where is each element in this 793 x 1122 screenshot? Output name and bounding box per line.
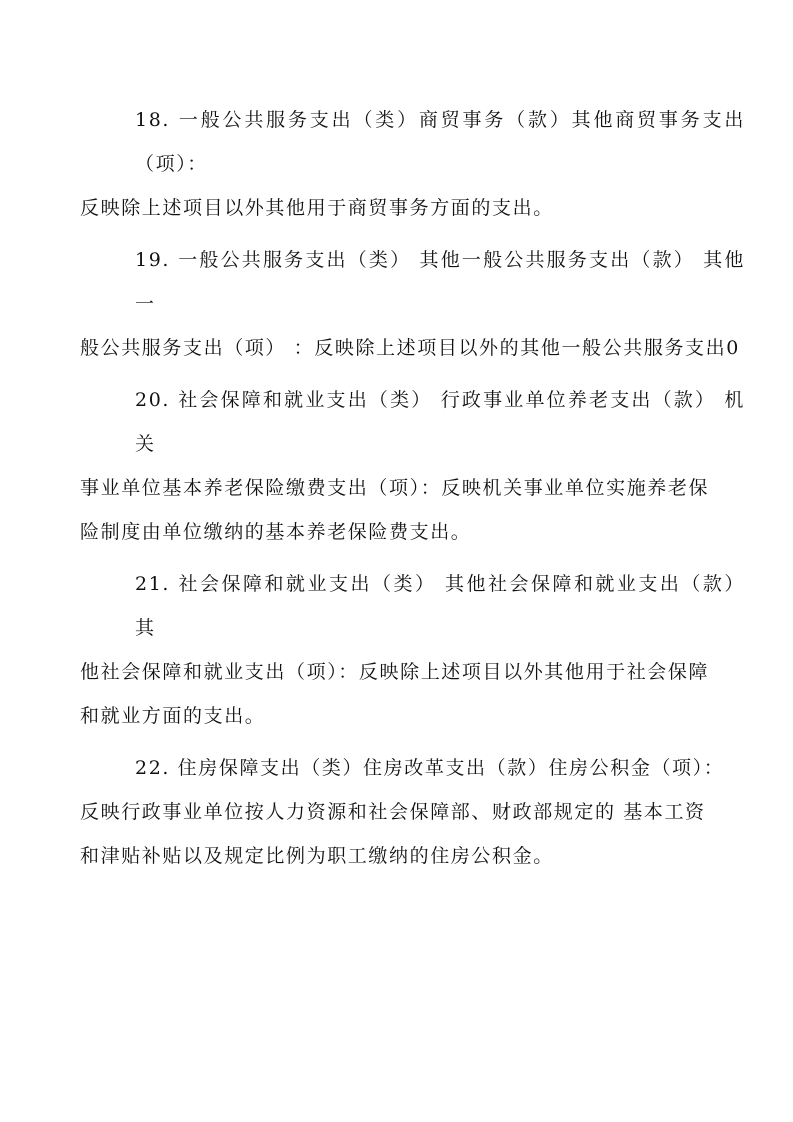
paragraph-line: 和就业方面的支出。	[80, 705, 266, 727]
paragraph-line: 22. 住房保障支出（类）住房改革支出（款）住房公积金（项）：	[135, 757, 725, 779]
paragraph-line: 21. 社会保障和就业支出（类） 其他社会保障和就业支出（款） 其	[135, 573, 745, 639]
paragraph-line: 18. 一般公共服务支出（类）商贸事务（款）其他商贸事务支出（项）：	[135, 109, 745, 175]
paragraph-line: 事业单位基本养老保险缴费支出（项）：反映机关事业单位实施养老保	[80, 477, 710, 499]
paragraph-line: 险制度由单位缴纳的基本养老保险费支出。	[80, 521, 472, 543]
paragraph-line: 和津贴补贴以及规定比例为职工缴纳的住房公积金。	[80, 845, 554, 867]
paragraph-22	[80, 746, 745, 878]
paragraph-line: 反映行政事业单位按人力资源和社会保障部、财政部规定的 基本工资	[80, 801, 706, 823]
paragraph-line: 19. 一般公共服务支出（类） 其他一般公共服务支出（款） 其他一	[135, 249, 745, 315]
paragraph-line: 他社会保障和就业支出（项）：反映除上述项目以外其他用于社会保障	[80, 661, 710, 683]
paragraph-20	[80, 378, 745, 554]
paragraph-19	[80, 238, 745, 370]
paragraph-18	[80, 98, 745, 230]
paragraph-line: 20. 社会保障和就业支出（类） 行政事业单位养老支出（款） 机关	[135, 389, 745, 455]
paragraph-line: 反映除上述项目以外其他用于商贸事务方面的支出。	[80, 197, 554, 219]
paragraph-21	[80, 562, 745, 738]
paragraph-line: 般公共服务支出（项） ：反映除上述项目以外的其他一般公共服务支出0	[80, 337, 740, 359]
document-body	[80, 98, 745, 886]
